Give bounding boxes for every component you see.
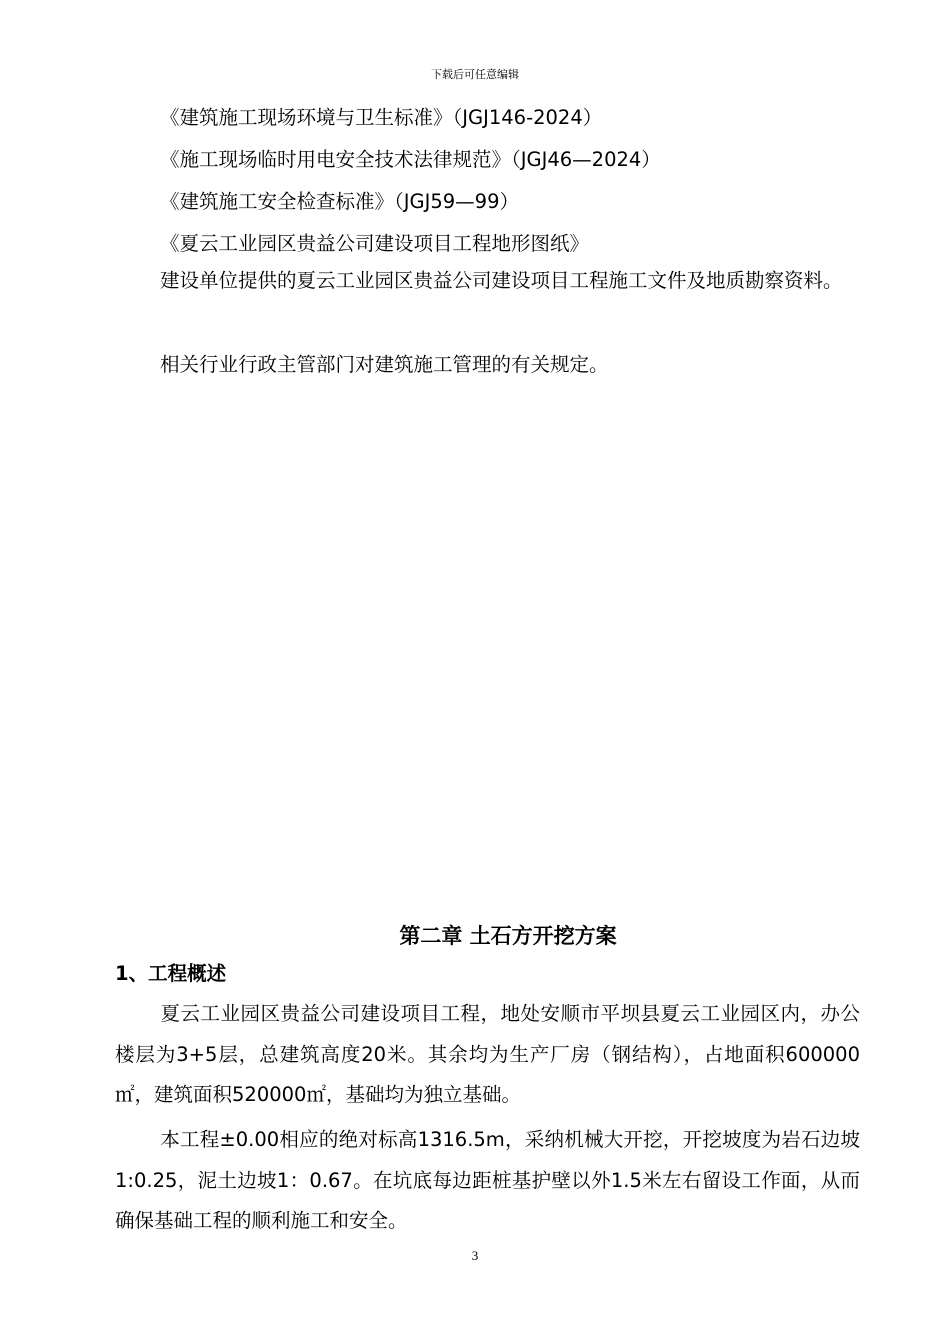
reference-item: 《建筑施工安全检查标准》（JGJ59—99）: [160, 190, 519, 213]
reference-item: 《建筑施工现场环境与卫生标准》（JGJ146-2024）: [160, 106, 603, 129]
page-number: 3: [471, 1248, 479, 1263]
overview-paragraph-text: 夏云工业园区贵益公司建设项目工程，地处安顺市平坝县夏云工业园区内，办公楼层为3+5层，总建筑高度20米。其余均为生产厂房（钢结构），占地面积600000㎡，建筑面积520000㎡，基础均为独立基础。: [115, 1002, 860, 1106]
overview-paragraph: [115, 1120, 860, 1242]
basis-paragraph: [115, 261, 860, 302]
basis-paragraph-text: 相关行业行政主管部门对建筑施工管理的有关规定。: [160, 353, 609, 376]
overview-paragraph: [115, 994, 860, 1116]
reference-item: 《夏云工业园区贵益公司建设项目工程地形图纸》: [160, 232, 590, 255]
reference-item: 《施工现场临时用电安全技术法律规范》（JGJ46—2024）: [160, 148, 661, 171]
page-header: 下载后可任意编辑: [431, 68, 519, 81]
basis-paragraph: [115, 345, 860, 386]
chapter-title: 第二章 土石方开挖方案: [399, 924, 617, 948]
basis-paragraph-text: 建设单位提供的夏云工业园区贵益公司建设项目工程施工文件及地质勘察资料。: [160, 269, 843, 292]
overview-paragraph-text: 本工程±0.00相应的绝对标高1316.5m，采纳机械大开挖，开挖坡度为岩石边坡1:0.25，泥土边坡1：0.67。在坑底每边距桩基护壁以外1.5米左右留设工作面，从而确保基础工程的顺利施工和安全。: [115, 1128, 860, 1232]
section-title: 1、工程概述: [115, 962, 227, 985]
